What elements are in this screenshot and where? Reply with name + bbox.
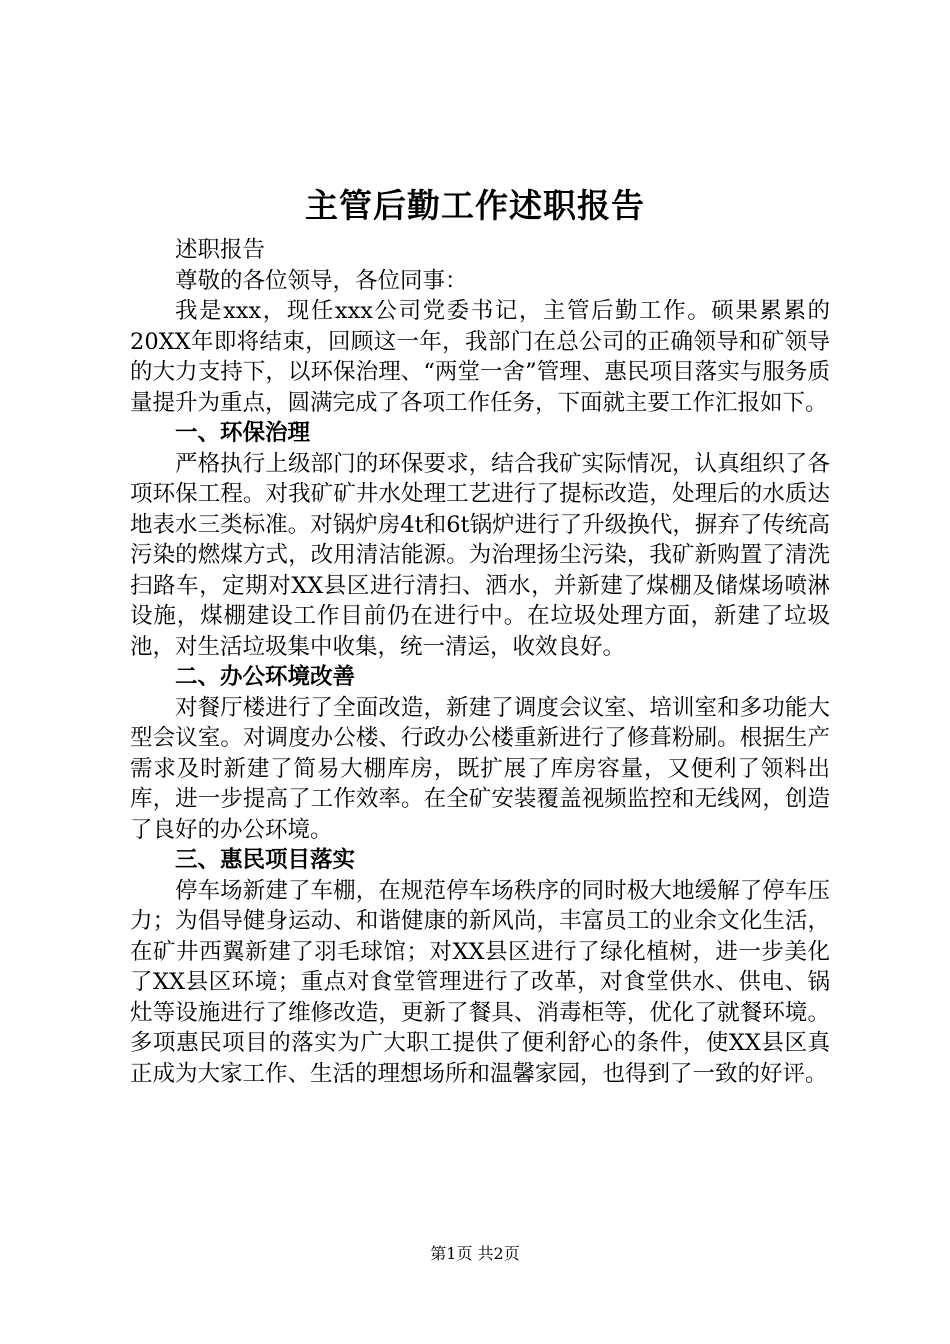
document-title: 主管后勤工作述职报告 xyxy=(305,186,645,225)
paragraph-intro: 我是xxx，现任xxx公司党委书记，主管后勤工作。硕果累累的20XX年即将结束，回顾这一年，我部门在总公司的正确领导和矿领导的大力支持下，以环保治理、“两堂一舍”管理、惠民项目落实与服务质量提升为重点，圆满完成了各项工作任务，下面就主要工作汇报如下。 xyxy=(130,298,830,416)
section-heading-welfare: 三、惠民项目落实 xyxy=(175,847,356,873)
paragraph-report-label: 述职报告 xyxy=(175,237,266,263)
document-body xyxy=(130,235,830,1089)
page-footer: 第1页 共2页 xyxy=(430,1244,520,1263)
paragraph-environment: 严格执行上级部门的环保要求，结合我矿实际情况，认真组织了各项环保工程。对我矿矿井水处理工艺进行了提标改造，处理后的水质达地表水三类标准。对锅炉房4t和6t锅炉进行了升级换代，摒弃了传统高污染的燃煤方式，改用清洁能源。为治理扬尘污染，我矿新购置了清洗扫路车，定期对XX县区进行清扫、洒水，并新建了煤棚及储煤场喷淋设施，煤棚建设工作目前仍在进行中。在垃圾处理方面，新建了垃圾池，对生活垃圾集中收集，统一清运，收效良好。 xyxy=(130,450,830,660)
paragraph-welfare: 停车场新建了车棚，在规范停车场秩序的同时极大地缓解了停车压力；为倡导健身运动、和谐健康的新风尚，丰富员工的业余文化生活，在矿井西翼新建了羽毛球馆；对XX县区进行了绿化植树，进一步美化了XX县区环境；重点对食堂管理进行了改革，对食堂供水、供电、锅灶等设施进行了维修改造，更新了餐具、消毒柜等，优化了就餐环境。多项惠民项目的落实为广大职工提供了便利舒心的条件，使XX县区真正成为大家工作、生活的理想场所和温馨家园，也得到了一致的好评。 xyxy=(130,877,830,1087)
section-heading-environment: 一、环保治理 xyxy=(175,420,311,446)
section-heading-office: 二、办公环境改善 xyxy=(175,664,356,690)
paragraph-salutation: 尊敬的各位领导，各位同事： xyxy=(175,267,468,294)
paragraph-office: 对餐厅楼进行了全面改造，新建了调度会议室、培训室和多功能大型会议室。对调度办公楼、行政办公楼重新进行了修葺粉刷。根据生产需求及时新建了简易大棚库房，既扩展了库房容量，又便利了领料出库，进一步提高了工作效率。在全矿安装覆盖视频监控和无线网，创造了良好的办公环境。 xyxy=(130,694,830,843)
